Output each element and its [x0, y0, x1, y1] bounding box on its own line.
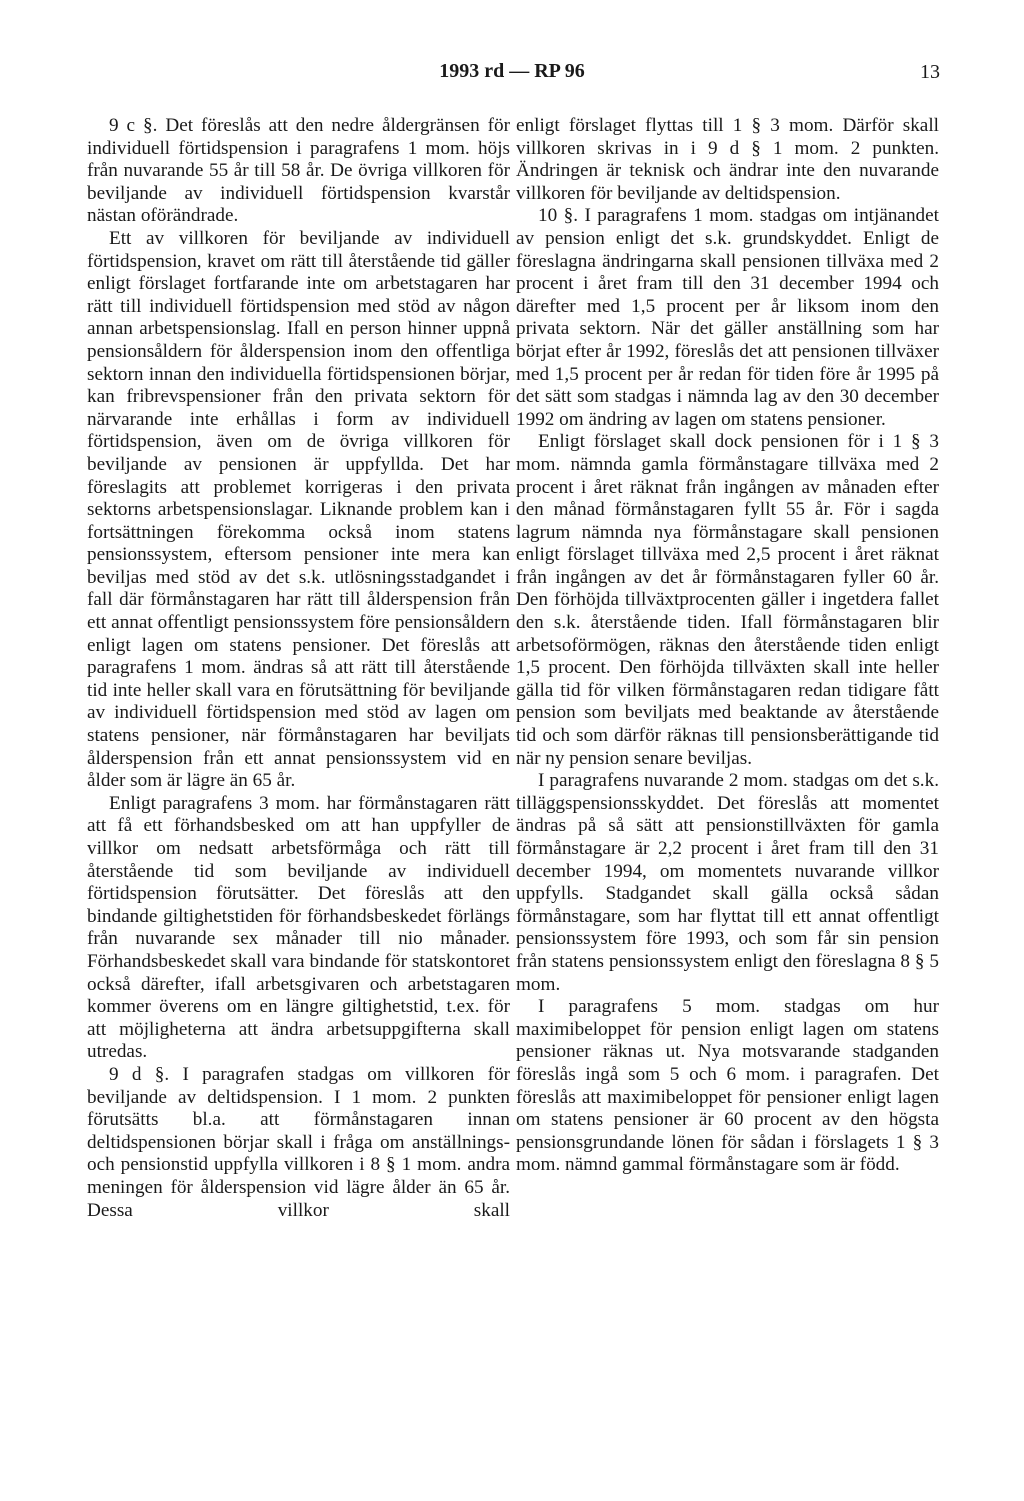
paragraph-10-mom2: I paragrafens nuvarande 2 mom. stadgas om det s.k. tilläggspensionsskyddet. Det föreslås att momentet ändras på så sätt att pensionstillväxten för gamla förmånstagare är 2,2 procent i året fram till den 31 december 1994, om momentets nuvarande villkor uppfylls. Stadgandet skall gälla också sådan förmånstagare, som har flyttat till ett annat offentligt pensionssystem före 1993, och som får sin pension från statens pensionssystem enligt den föreslagna 8 § 5 mom.: [516, 770, 939, 995]
left-column: [87, 115, 510, 1222]
paragraph-9c: 9 c §. Det föreslås att den nedre åldergränsen för individuell förtidspension i paragrafens 1 mom. höjs från nuvarande 55 år till 58 år. De övriga villkoren för beviljande av individuell förtidspension kvarstår nästan oförändrade.: [87, 115, 510, 227]
paragraph-10-mom5: I paragrafens 5 mom. stadgas om hur maximibeloppet för pension enligt lagen om statens pensioner räknas ut. Nya motsvarande stadganden föreslås ingå som 5 och 6 mom. i paragrafen. Det föreslås att maximibeloppet för pensioner enligt lagen om statens pensioner är 60 procent av den högsta pensionsgrundande lönen för sådan i förslagets 1 § 3 mom. nämnd gammal förmånstagare som är född.: [516, 996, 939, 1176]
right-column: [516, 115, 939, 1177]
paragraph-9c-mom3: Enligt paragrafens 3 mom. har förmånstagaren rätt att få ett förhandsbesked om att han uppfyller de villkor om nedsatt arbetsförmåga och rätt till återstående tid som beviljande av individuell förtidspension förutsätter. Det föreslås att den bindande giltighetstiden för förhandsbeskedet förlängs från nuvarande sex månader till nio månader. Förhandsbeskedet skall vara bindande för statskontoret också därefter, ifall arbetsgivaren och arbetstagaren kommer överens om en längre giltighetstid, t.ex. för att möjligheterna att ändra arbetsuppgifterna skall utredas.: [87, 792, 510, 1063]
page-header: [0, 60, 1024, 90]
paragraph-10-growth: Enligt förslaget skall dock pensionen för i 1 § 3 mom. nämnda gamla förmånstagare tillväxa med 2 procent i året räknat från ingången av månaden efter den månad förmånstagaren fyllt 55 år. För i sagda lagrum nämnda nya förmånstagare skall pensionen enligt förslaget tillväxa med 2,5 procent i året räknat från ingången av det år förmånstagaren fyller 60 år. Den förhöjda tillväxtprocenten gäller i ingetdera fallet den s.k. återstående tiden. Ifall förmånstagaren blir arbetsoförmögen, räknas den återstående tiden enligt 1,5 procent. Den förhöjda tillväxten skall inte heller gälla tid för vilken förmånstagaren redan tidigare fått pension som beviljats med beaktande av återstående tid och som därför räknas till pensionsberättigande tid när ny pension senare beviljas.: [516, 431, 939, 769]
paragraph-9d: 9 d §. I paragrafen stadgas om villkoren för beviljande av deltidspension. I 1 mom. 2 punkten förutsätts bl.a. att förmånstagaren innan deltidspensionen börjar skall i fråga om anställnings- och pensionstid uppfylla villkoren i 8 § 1 mom. andra meningen för ålderspension vid lägre ålder än 65 år. Dessa villkor skall: [87, 1063, 510, 1221]
running-title: 1993 rd — RP 96: [439, 60, 585, 82]
page-number: 13: [920, 61, 940, 83]
paragraph-9c-conditions: Ett av villkoren för beviljande av individuell förtidspension, kravet om rätt till återstående tid gäller enligt förslaget fortfarande inte om arbetstagaren har rätt till individuell förtidspension med stöd av någon annan arbetspensionslag. Ifall en person hinner uppnå pensionsåldern för ålderspension inom den offentliga sektorn innan den individuella förtidspensionen börjar, kan fribrevspensioner från den privata sektorn för närvarande inte erhållas i form av individuell förtidspension, även om de övriga villkoren för beviljande av pensionen är uppfyllda. Det har föreslagits att problemet korrigeras i den privata sektorns arbetspensionslagar. Liknande problem kan i fortsättningen förekomma också inom statens pensionssystem, eftersom pensioner inte mera kan beviljas med stöd av det s.k. utlösningsstadgandet i fall där förmånstagaren har rätt till ålderspension från ett annat offentligt pensionssystem före pensionsåldern enligt lagen om statens pensioner. Det föreslås att paragrafens 1 mom. ändras så att rätt till återstående tid inte heller skall vara en förutsättning för beviljande av individuell förtidspension med stöd av lagen om statens pensioner, när förmånstagaren har beviljats ålderspension från ett annat pensionssystem vid en ålder som är lägre än 65 år.: [87, 227, 510, 792]
paragraph-10: 10 §. I paragrafens 1 mom. stadgas om intjänandet av pension enligt det s.k. grundskyddet. Enligt de föreslagna ändringarna skall pensionen tillväxa med 2 procent i året fram till den 31 december 1994 och därefter med 1,5 procent per år liksom inom den privata sektorn. När det gäller anställning som har börjat efter år 1992, föreslås det att pensionen tillväxer med 1,5 procent per år redan för tiden före år 1995 på det sätt som stadgas i nämnda lag av den 30 december 1992 om ändring av lagen om statens pensioner.: [516, 205, 939, 430]
paragraph-9d-continued: enligt förslaget flyttas till 1 § 3 mom. Därför skall villkoren skrivas in i 9 d § 1 mom. 2 punkten. Ändringen är teknisk och ändrar inte den nuvarande villkoren för beviljande av deltidspension.: [516, 115, 939, 204]
